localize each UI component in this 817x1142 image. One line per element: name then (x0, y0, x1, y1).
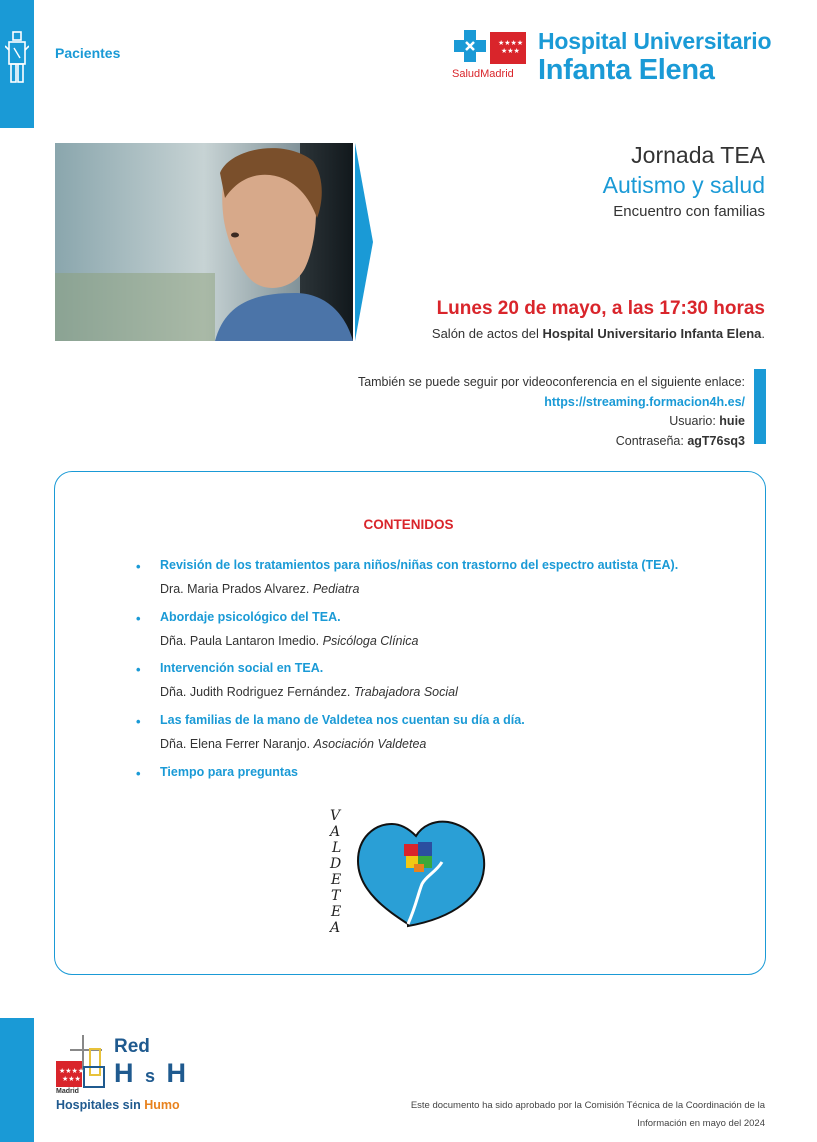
speaker-role: Asociación Valdetea (313, 737, 427, 751)
speaker-name: Dña. Judith Rodriguez Fernández. (160, 685, 354, 699)
hsh-h2: H (166, 1058, 189, 1088)
hsh-h1: H (114, 1058, 136, 1088)
boy-at-window-photo (55, 143, 353, 341)
bottom-accent-bar (0, 1018, 34, 1142)
speaker-role: Psicóloga Clínica (322, 634, 419, 648)
streaming-password (358, 432, 745, 452)
madrid-label: Madrid (56, 1088, 79, 1095)
svg-text:E: E (331, 872, 342, 888)
venue-name: Hospital Universitario Infanta Elena (542, 326, 762, 341)
hsh-red-label: Red (114, 1036, 150, 1057)
user-value: huie (719, 414, 745, 428)
hospital-name-line2: Infanta Elena (538, 54, 715, 86)
salud-cross-icon (452, 28, 488, 69)
photo-arrow-decoration (355, 143, 375, 346)
contents-heading: CONTENIDOS (363, 517, 454, 532)
password-value: agT76sq3 (687, 433, 745, 448)
contents-item (136, 610, 141, 628)
hsh-s: s (145, 1066, 158, 1086)
speaker-name: Dña. Paula Lantaron Imedio. (160, 634, 323, 648)
svg-text:T: T (331, 888, 341, 904)
item-speaker (160, 634, 419, 648)
contents-item (136, 765, 141, 783)
hsh-name-part2: Humo (144, 1098, 180, 1112)
svg-text:D: D (330, 856, 342, 872)
hospital-name-line1: Hospital Universitario (538, 28, 772, 54)
hsh-monogram (114, 1058, 188, 1089)
bullet: • (136, 766, 141, 781)
speaker-name: Dra. Maria Prados Alvarez. (160, 582, 313, 596)
event-subtitle: Autismo y salud (602, 172, 765, 198)
svg-text:E: E (331, 904, 342, 920)
hsh-network-logo (56, 1035, 116, 1096)
streaming-intro: También se puede seguir por videoconferencia en el siguiente enlace: (357, 375, 745, 389)
item-title: Las familias de la mano de Valdetea nos cuentan su día a día. (160, 713, 525, 727)
category-label: Pacientes (55, 45, 121, 61)
bullet: • (136, 611, 141, 626)
speaker-name: Dña. Elena Ferrer Naranjo. (160, 737, 314, 751)
speaker-role: Pediatra (312, 582, 360, 596)
event-date: Lunes 20 de mayo, a las 17:30 horas (436, 298, 765, 319)
venue-prefix: Salón de actos del (431, 326, 543, 341)
madrid-flag-icon: ★★★★ ★★★ (490, 32, 526, 64)
approval-footnote (411, 1097, 765, 1133)
svg-text:V: V (330, 808, 341, 824)
streaming-link[interactable]: https://streaming.formacion4h.es/ (544, 394, 745, 409)
svg-text:★★★★: ★★★★ (59, 1067, 85, 1075)
svg-text:A: A (330, 920, 341, 936)
footnote-line2: Información en mayo del 2024 (637, 1118, 765, 1129)
event-venue (432, 326, 765, 341)
item-title: Abordaje psicológico del TEA. (160, 610, 341, 624)
streaming-user (358, 412, 745, 432)
item-speaker (160, 685, 458, 699)
item-title: Tiempo para preguntas (160, 765, 298, 779)
event-tagline: Encuentro con familias (613, 203, 765, 220)
svg-text:A: A (330, 824, 341, 840)
contents-item (136, 558, 141, 576)
speaker-role: Trabajadora Social (353, 685, 458, 699)
hsh-name-part1: Hospitales sin (56, 1098, 145, 1112)
item-speaker (160, 582, 359, 596)
patient-icon (5, 30, 29, 91)
user-label: Usuario: (669, 414, 720, 428)
valdetea-heart-logo (326, 806, 492, 943)
svg-text:★★★: ★★★ (62, 1075, 81, 1083)
footnote-line1: Este documento ha sido aprobado por la Comisión Técnica de la Coordinación de la (410, 1100, 765, 1111)
bullet: • (136, 662, 141, 677)
bullet: • (136, 714, 141, 729)
bullet: • (136, 559, 141, 574)
contents-item (136, 661, 141, 679)
venue-suffix: . (761, 326, 765, 341)
salud-madrid-logo-text: SaludMadrid (452, 68, 514, 80)
item-title: Intervención social en TEA. (160, 661, 324, 675)
item-title: Revisión de los tratamientos para niños/niñas con trastorno del espectro autista (TEA). (160, 558, 679, 572)
event-title: Jornada TEA (631, 142, 765, 168)
streaming-info (358, 373, 745, 451)
streaming-accent-bar (754, 369, 766, 444)
item-speaker (160, 737, 426, 751)
hsh-network-name (56, 1098, 180, 1112)
password-label: Contraseña: (615, 433, 688, 448)
svg-text:L: L (332, 840, 342, 856)
contents-item (136, 713, 141, 731)
